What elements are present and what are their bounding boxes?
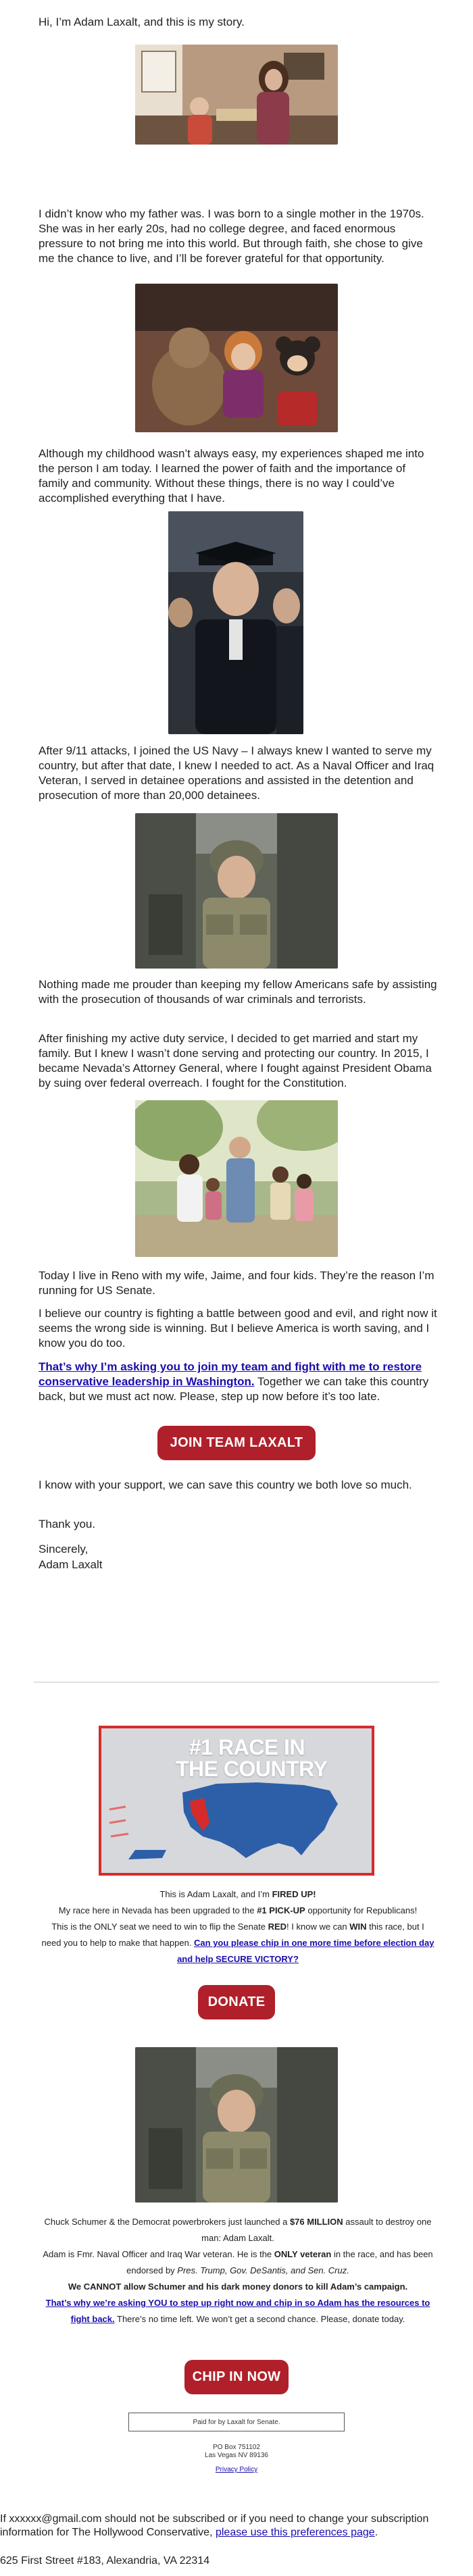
unsubscribe-message: If xxxxxx@gmail.com should not be subscribed or if you need to change your subscription information for The Hollywood Conservative, [0,2513,429,2538]
schumer-text-a: Chuck Schumer & the Democrat powerbrokers just launched a [44,2217,290,2227]
win-emphasis: WIN [349,1922,367,1932]
race-banner [99,1726,374,1876]
mailing-address: 625 First Street #183, Alexandria, VA 22314 [0,2555,210,2567]
veteran-text-c: in the race, and has been endorsed by [126,2249,433,2275]
story-paragraph-8-rest: Together we can take this country back, but we must act now. Please, step up now before it’s too late. [39,1375,429,1403]
million-emphasis: $76 MILLION [289,2217,343,2227]
photo-graduation [168,511,303,734]
chip-in-text: need you to help to make that happen. [41,1938,195,1948]
schumer-line [39,2214,437,2246]
only-seat-text-c: ! I know we can [287,1922,350,1932]
banner-headline-line-2: THE COUNTRY [176,1757,328,1781]
story-paragraph-3: After 9/11 attacks, I joined the US Navy – I always knew I wanted to serve my country, but after that date, I knew I needed to act. As a Naval Officer and Iraq Veteran, I served in detainee operations and assisted in the detention and prosecution of more than 20,000 detainees. [39,744,434,802]
story-paragraph-8 [39,1360,437,1404]
story-paragraph-5: After finishing my active duty service, I decided to get married and start my family. But I knew I wasn’t done serving and protecting our country. In 2015, I became Nevada’s Attorney General, where I fought against President Obama by suing over federal overreach. I fought for the Constitution. [39,1032,432,1089]
po-city: Las Vegas NV 89136 [205,2452,268,2459]
paid-for-text: Paid for by Laxalt for Senate. [193,2418,280,2426]
chip-in-line [39,1935,437,1967]
privacy-policy-link[interactable]: Privacy Policy [215,2466,258,2473]
photo-family [135,1100,338,1257]
story-paragraph-4: Nothing made me prouder than keeping my fellow Americans safe by assisting with the prosecution of thousands of war criminals and terrorists. [39,978,437,1006]
endorsers-text: Pres. Trump, Gov. DeSantis, and Sen. Cruz. [177,2265,349,2275]
schumer-text-c: assault to destroy one man: Adam Laxalt. [201,2217,432,2243]
step-up-line [39,2295,437,2327]
fired-up-line [39,1886,437,1903]
chip-in-now-button[interactable]: CHIP IN NOW [184,2360,289,2394]
po-box: PO Box 751102 [213,2444,260,2451]
unsubscribe-period: . [374,2527,378,2538]
banner-headline-line-1: #1 RACE IN [189,1735,305,1759]
fired-up-emphasis: FIRED UP! [272,1889,316,1899]
donate-button[interactable]: DONATE [198,1985,275,2019]
signature-name: Adam Laxalt [39,1558,103,1571]
secure-victory-link[interactable]: Can you please chip in one more time before election day and help SECURE VICTORY? [177,1938,434,1964]
cannot-allow-line: We CANNOT allow Schumer and his dark money donors to kill Adam’s campaign. [68,2282,408,2292]
photo-child-with-toys [135,284,338,432]
paid-for-box [128,2413,345,2431]
only-veteran-emphasis: ONLY veteran [274,2249,332,2259]
thank-you-text: Thank you. [39,1518,96,1530]
story-paragraph-2: Although my childhood wasn’t always easy, my experiences shaped me into the person I am today. I learned the power of faith and the importance of family and community. Without these things, there is no way I could’ve accomplished everything that I have. [39,447,424,505]
pickup-text-c: opportunity for Republicans! [305,1905,418,1915]
story-paragraph-7: I believe our country is fighting a battle between good and evil, and right now it seems the wrong side is winning. But I believe America is worth saving, and I know you do too. [39,1307,437,1349]
photo-military-service-2 [135,2047,338,2203]
pickup-line [39,1903,437,1919]
join-team-laxalt-button[interactable]: JOIN TEAM LAXALT [157,1426,316,1460]
only-seat-text-a: This is the ONLY seat we need to win to flip the Senate [51,1922,268,1932]
story-paragraph-6: Today I live in Reno with my wife, Jaime, and four kids. They’re the reason I’m running for US Senate. [39,1269,434,1297]
step-up-rest: There’s no time left. We won’t get a second chance. Please, donate today. [114,2314,405,2324]
only-seat-text-e: this race, but I [366,1922,424,1932]
fired-up-text: This is Adam Laxalt, and I’m [159,1889,272,1899]
red-emphasis: RED [268,1922,287,1932]
join-team-link[interactable]: That’s why I’m asking you to join my team and fight with me to restore conservative leadership in Washington. [39,1360,422,1388]
story-paragraph-1: I didn’t know who my father was. I was born to a single mother in the 1970s. She was in her early 20s, had no college degree, and faced enormous pressure to not bring me into this world. But through faith, she chose to give me the chance to live, and I’ll be forever grateful for that opportunity. [39,207,424,265]
story-paragraph-9: I know with your support, we can save this country we both love so much. [39,1478,412,1491]
veteran-line [39,2246,437,2279]
photo-military-service [135,813,338,969]
step-up-link[interactable]: That’s why we’re asking YOU to step up right now and chip in so Adam has the resources to fight back. [45,2298,430,2324]
preferences-page-link[interactable]: please use this preferences page [215,2527,375,2538]
only-seat-line [39,1919,437,1935]
sincerely-text: Sincerely, [39,1543,89,1555]
unsubscribe-text [0,2513,470,2540]
pickup-text-a: My race here in Nevada has been upgraded to the [58,1905,257,1915]
greeting: Hi, I’m Adam Laxalt, and this is my story. [39,16,245,28]
photo-mother-child [135,45,338,145]
veteran-text-a: Adam is Fmr. Naval Officer and Iraq War veteran. He is the [43,2249,274,2259]
pickup-emphasis: #1 PICK-UP [257,1905,305,1915]
